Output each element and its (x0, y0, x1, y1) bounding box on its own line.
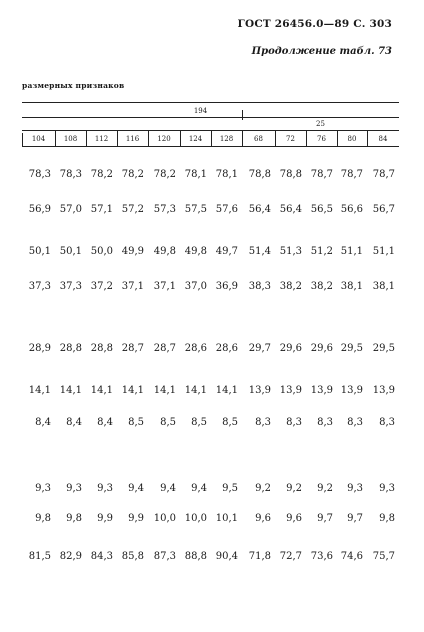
table-cell: 37,3 (28, 281, 51, 292)
table-cell: 56,5 (310, 204, 333, 215)
table-cell: 78,7 (372, 169, 395, 180)
table-cell: 10,1 (215, 513, 238, 524)
table-cell: 74,6 (340, 551, 363, 562)
table-cell: 51,1 (372, 246, 395, 257)
table-cell: 8,3 (317, 417, 333, 428)
table-cell: 29,7 (248, 343, 271, 354)
table-cell: 9,5 (222, 483, 238, 494)
table-cell: 50,1 (28, 246, 51, 257)
table-cell: 56,4 (248, 204, 271, 215)
table-cell: 28,8 (59, 343, 82, 354)
group-label-25: 25 (316, 120, 325, 128)
table-cell: 9,6 (255, 513, 271, 524)
table-cell: 9,3 (379, 483, 395, 494)
table-cell: 8,4 (35, 417, 51, 428)
table-cell: 51,4 (248, 246, 271, 257)
table-cell: 75,7 (372, 551, 395, 562)
table-cell: 9,3 (347, 483, 363, 494)
table-cell: 37,1 (121, 281, 144, 292)
table-cell: 9,8 (379, 513, 395, 524)
table-cell: 8,5 (128, 417, 144, 428)
table-cell: 49,8 (184, 246, 207, 257)
table-cell: 88,8 (184, 551, 207, 562)
table-cell: 50,1 (59, 246, 82, 257)
table-cell: 90,4 (215, 551, 238, 562)
table-cell: 57,6 (215, 204, 238, 215)
column-header-108: 108 (63, 135, 78, 143)
table-cell: 14,1 (28, 385, 51, 396)
table-cell: 9,4 (160, 483, 176, 494)
table-cell: 36,9 (215, 281, 238, 292)
table-cell: 38,3 (248, 281, 271, 292)
group-label-194: 194 (193, 107, 208, 115)
table-cell: 57,0 (59, 204, 82, 215)
table-cell: 8,3 (286, 417, 302, 428)
table-cell: 73,6 (310, 551, 333, 562)
table-cell: 8,3 (379, 417, 395, 428)
table-cell: 9,3 (35, 483, 51, 494)
table-cell: 56,4 (279, 204, 302, 215)
table-cell: 14,1 (121, 385, 144, 396)
column-header-80: 80 (347, 135, 357, 143)
table-cell: 28,6 (184, 343, 207, 354)
table-cell: 14,1 (153, 385, 176, 396)
table-cell: 57,1 (90, 204, 113, 215)
table-cell: 82,9 (59, 551, 82, 562)
table-cell: 9,9 (128, 513, 144, 524)
table-cell: 13,9 (279, 385, 302, 396)
table-cell: 14,1 (90, 385, 113, 396)
column-header-76: 76 (317, 135, 326, 143)
table-cell: 57,5 (184, 204, 207, 215)
table-cell: 8,5 (191, 417, 207, 428)
group-header-rule (22, 117, 399, 118)
column-header-116: 116 (125, 135, 140, 143)
table-cell: 78,8 (248, 169, 271, 180)
table-cell: 57,2 (121, 204, 144, 215)
table-cell: 37,3 (59, 281, 82, 292)
table-cell: 13,9 (340, 385, 363, 396)
table-cell: 72,7 (279, 551, 302, 562)
table-cell: 13,9 (310, 385, 333, 396)
table-cell: 56,9 (28, 204, 51, 215)
table-cell: 8,3 (255, 417, 271, 428)
table-cell: 29,5 (372, 343, 395, 354)
table-cell: 78,1 (215, 169, 238, 180)
table-cell: 13,9 (248, 385, 271, 396)
table-cell: 78,8 (279, 169, 302, 180)
table-cell: 38,2 (279, 281, 302, 292)
table-cell: 8,4 (66, 417, 82, 428)
table-cell: 37,0 (184, 281, 207, 292)
table-cell: 37,2 (90, 281, 113, 292)
table-cell: 9,4 (128, 483, 144, 494)
page-header-standard: ГОСТ 26456.0—89 С. 303 (237, 18, 392, 30)
table-caption: размерных признаков (22, 81, 125, 90)
table-cell: 38,2 (310, 281, 333, 292)
table-cell: 8,3 (347, 417, 363, 428)
table-cell: 8,4 (97, 417, 113, 428)
table-cell: 49,7 (215, 246, 238, 257)
table-cell: 78,7 (340, 169, 363, 180)
table-cell: 51,3 (279, 246, 302, 257)
table-cell: 9,3 (66, 483, 82, 494)
table-cell: 50,0 (90, 246, 113, 257)
table-cell: 78,2 (153, 169, 176, 180)
table-cell: 51,2 (310, 246, 333, 257)
table-cell: 56,7 (372, 204, 395, 215)
table-cell: 81,5 (28, 551, 51, 562)
table-cell: 9,4 (191, 483, 207, 494)
table-cell: 14,1 (215, 385, 238, 396)
table-cell: 9,9 (97, 513, 113, 524)
table-cell: 9,2 (317, 483, 333, 494)
table-cell: 37,1 (153, 281, 176, 292)
table-cell: 9,8 (35, 513, 51, 524)
table-cell: 14,1 (59, 385, 82, 396)
table-cell: 9,2 (255, 483, 271, 494)
table-cell: 78,3 (28, 169, 51, 180)
table-cell: 14,1 (184, 385, 207, 396)
table-cell: 10,0 (184, 513, 207, 524)
table-cell: 38,1 (340, 281, 363, 292)
table-cell: 84,3 (90, 551, 113, 562)
table-cell: 28,7 (121, 343, 144, 354)
column-header-72: 72 (286, 135, 295, 143)
column-header-bottom-rule (22, 146, 399, 147)
table-cell: 8,5 (222, 417, 238, 428)
table-cell: 9,7 (317, 513, 333, 524)
table-cell: 78,1 (184, 169, 207, 180)
table-cell: 87,3 (153, 551, 176, 562)
table-cell: 56,6 (340, 204, 363, 215)
table-cell: 28,7 (153, 343, 176, 354)
table-cell: 28,9 (28, 343, 51, 354)
table-cell: 78,2 (121, 169, 144, 180)
column-header-120: 120 (157, 135, 171, 143)
table-cell: 9,8 (66, 513, 82, 524)
table-cell: 51,1 (340, 246, 363, 257)
table-cell: 78,2 (90, 169, 113, 180)
table-cell: 8,5 (160, 417, 176, 428)
column-header-128: 128 (219, 135, 234, 143)
table-cell: 38,1 (372, 281, 395, 292)
table-cell: 78,3 (59, 169, 82, 180)
table-cell: 78,7 (310, 169, 333, 180)
table-cell: 85,8 (121, 551, 144, 562)
table-cell: 29,5 (340, 343, 363, 354)
column-header-104: 104 (31, 135, 46, 143)
table-cell: 13,9 (372, 385, 395, 396)
table-cell: 28,8 (90, 343, 113, 354)
table-cell: 9,3 (97, 483, 113, 494)
table-cell: 29,6 (310, 343, 333, 354)
column-header-84: 84 (378, 135, 388, 143)
table-continuation-label: Продолжение табл. 73 (251, 46, 392, 57)
table-cell: 49,9 (121, 246, 144, 257)
column-header-124: 124 (188, 135, 203, 143)
column-header-68: 68 (254, 135, 263, 143)
table-cell: 49,8 (153, 246, 176, 257)
table-top-rule (22, 102, 399, 103)
table-cell: 71,8 (248, 551, 271, 562)
table-cell: 57,3 (153, 204, 176, 215)
table-cell: 28,6 (215, 343, 238, 354)
table-cell: 10,0 (153, 513, 176, 524)
table-cell: 29,6 (279, 343, 302, 354)
column-header-112: 112 (94, 135, 109, 143)
table-cell: 9,2 (286, 483, 302, 494)
table-cell: 9,7 (347, 513, 363, 524)
table-cell: 9,6 (286, 513, 302, 524)
